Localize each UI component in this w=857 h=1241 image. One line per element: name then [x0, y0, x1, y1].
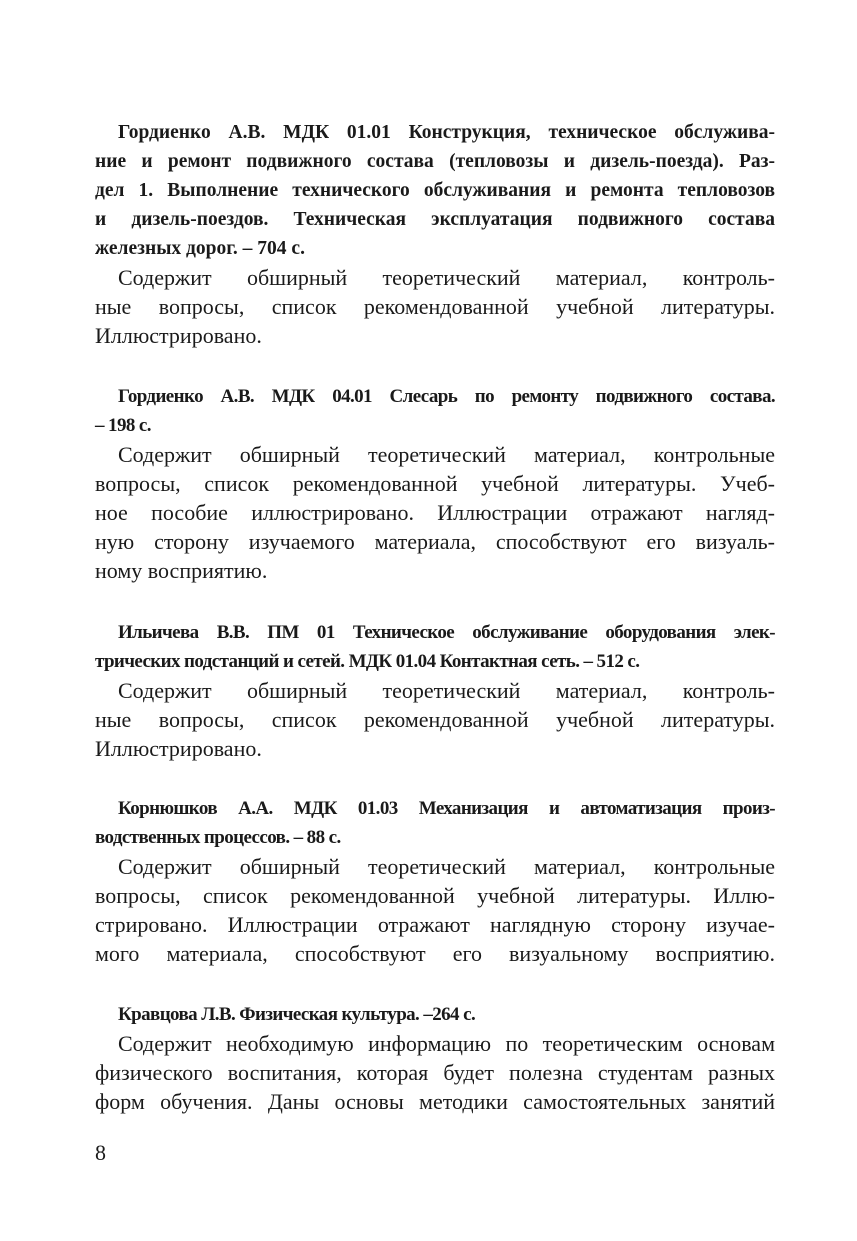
- page-number: 8: [95, 1140, 106, 1165]
- entry-description-line: Содержит обширный теоретический материал, контрольные: [118, 854, 775, 879]
- entry-heading-line: – 198 с.: [95, 415, 151, 436]
- entry-heading-line: ние и ремонт подвижного состава (тепловозы и дизель-поезда). Раз-: [95, 151, 775, 172]
- entry-description-line: Содержит обширный теоретический материал, контрольные: [118, 442, 775, 467]
- entry-description-line: Иллюстрировано.: [95, 736, 262, 761]
- entry-description-line: ное пособие иллюстрировано. Иллюстрации отражают нагляд-: [95, 500, 775, 525]
- entry-heading-line: Корнюшков А.А. МДК 01.03 Механизация и автоматизация произ-: [118, 798, 775, 819]
- entry-heading-line: дел 1. Выполнение технического обслуживания и ремонта тепловозов: [95, 180, 775, 201]
- entry-description-line: Иллюстрировано.: [95, 323, 262, 348]
- entry-heading-line: Ильичева В.В. ПМ 01 Техническое обслуживание оборудования элек-: [118, 622, 775, 643]
- catalog-entry: [95, 1000, 775, 1116]
- catalog-entry: [95, 794, 775, 968]
- entry-heading-line: Гордиенко А.В. МДК 04.01 Слесарь по ремонту подвижного состава.: [118, 386, 775, 407]
- entry-description-line: форм обучения. Даны основы методики самостоятельных занятий: [95, 1089, 775, 1114]
- entry-description-line: вопросы, список рекомендованной учебной литературы. Иллю-: [95, 883, 775, 908]
- catalog-entry: [95, 618, 775, 763]
- catalog-entry: [95, 382, 775, 585]
- entry-description-line: ные вопросы, список рекомендованной учебной литературы.: [95, 707, 775, 732]
- entry-heading-line: и дизель-поездов. Техническая эксплуатация подвижного состава: [95, 209, 775, 230]
- catalog-entry: [95, 118, 775, 350]
- entry-description-line: Содержит необходимую информацию по теоретическим основам: [118, 1031, 775, 1056]
- entry-description-line: мого материала, способствуют его визуальному восприятию.: [95, 941, 775, 966]
- entry-heading-line: водственных процессов. – 88 с.: [95, 827, 341, 848]
- entry-description-line: физического воспитания, которая будет полезна студентам разных: [95, 1060, 775, 1085]
- entry-description-line: ные вопросы, список рекомендованной учебной литературы.: [95, 294, 775, 319]
- entry-description-line: Содержит обширный теоретический материал, контроль-: [118, 265, 775, 290]
- entry-description-line: Содержит обширный теоретический материал, контроль-: [118, 678, 775, 703]
- entry-description-line: ному восприятию.: [95, 558, 268, 583]
- entry-description-line: вопросы, список рекомендованной учебной литературы. Учеб-: [95, 471, 775, 496]
- entry-heading-line: железных дорог. – 704 с.: [95, 238, 305, 259]
- entry-description-line: ную сторону изучаемого материала, способствуют его визуаль-: [95, 529, 775, 554]
- entry-heading-line: Гордиенко А.В. МДК 01.01 Конструкция, техническое обслужива-: [118, 122, 775, 143]
- entry-heading-line: Кравцова Л.В. Физическая культура. –264 с.: [118, 1004, 476, 1025]
- entry-heading-line: трических подстанций и сетей. МДК 01.04 Контактная сеть. – 512 с.: [95, 651, 640, 672]
- entry-description-line: стрировано. Иллюстрации отражают наглядную сторону изучае-: [95, 912, 775, 937]
